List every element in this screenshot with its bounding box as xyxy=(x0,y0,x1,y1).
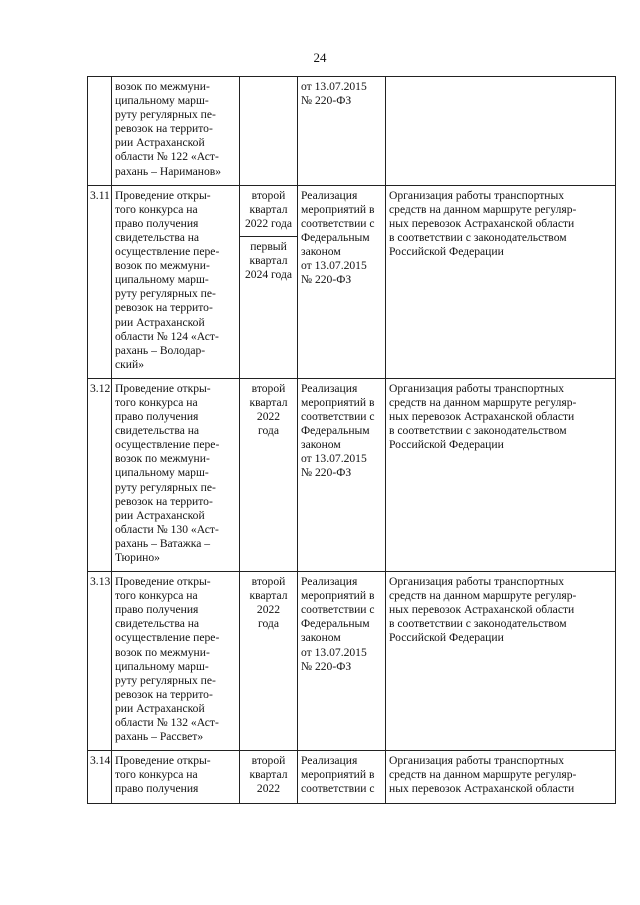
legal-basis: Реализация мероприятий в соответствии с Федеральным законом от 13.07.2015 № 220-ФЗ xyxy=(298,378,386,571)
period-entry: второй квартал 2022 года xyxy=(249,575,288,631)
legal-basis: Реализация мероприятий в соответствии с Федеральным законом от 13.07.2015 № 220-ФЗ xyxy=(298,185,386,378)
activity-name: возок по межмуни- ципальному марш- руту регулярных пе- ревозок на террито- рии Астраханской области № 122 «Аст- рахань – Нариманов» xyxy=(112,77,240,186)
row-number xyxy=(88,77,112,186)
activities-table xyxy=(87,76,616,804)
activity-name: Проведение откры- того конкурса на право получения xyxy=(112,751,240,803)
expected-result: Организация работы транспортных средств на данном маршруте регуляр- ных перевозок Астраханской области в соответствии с законодательством Российской Федерации xyxy=(386,572,616,751)
row-number: 3.13 xyxy=(88,572,112,751)
period-entry: первый квартал 2024 года xyxy=(240,236,297,287)
legal-basis: Реализация мероприятий в соответствии с Федеральным законом от 13.07.2015 № 220-ФЗ xyxy=(298,572,386,751)
expected-result xyxy=(386,77,616,186)
expected-result: Организация работы транспортных средств на данном маршруте регуляр- ных перевозок Астраханской области в соответствии с законодательством Российской Федерации xyxy=(386,185,616,378)
execution-period xyxy=(240,77,298,186)
page-number: 24 xyxy=(313,50,327,65)
period-entry: второй квартал 2022 года xyxy=(249,381,288,438)
period-entry xyxy=(240,77,297,85)
execution-period xyxy=(240,751,298,803)
period-entry: второй квартал 2022 года xyxy=(244,188,293,230)
table-row xyxy=(88,378,616,571)
row-number: 3.12 xyxy=(88,378,112,571)
legal-basis: Реализация мероприятий в соответствии с xyxy=(298,751,386,803)
table-row xyxy=(88,185,616,378)
period-entry: второй квартал 2022 xyxy=(249,754,288,796)
expected-result: Организация работы транспортных средств на данном маршруте регуляр- ных перевозок Астраханской области в соответствии с законодательством Российской Федерации xyxy=(386,378,616,571)
table-row xyxy=(88,572,616,751)
execution-period xyxy=(240,572,298,751)
expected-result: Организация работы транспортных средств на данном маршруте регуляр- ных перевозок Астраханской области xyxy=(386,751,616,803)
execution-period xyxy=(240,378,298,571)
execution-period xyxy=(240,185,298,378)
activity-name: Проведение откры- того конкурса на право получения свидетельства на осуществление пере- возок по межмуни- ципальному марш- руту регулярных пе- ревозок на террито- рии Астраханской области № 124 «Аст- рахань – Володар- ский» xyxy=(112,185,240,378)
row-number: 3.11 xyxy=(88,185,112,378)
table-row xyxy=(88,751,616,803)
table-row xyxy=(88,77,616,186)
legal-basis: от 13.07.2015 № 220-ФЗ xyxy=(298,77,386,186)
row-number: 3.14 xyxy=(88,751,112,803)
activity-name: Проведение откры- того конкурса на право получения свидетельства на осуществление пере- возок по межмуни- ципальному марш- руту регулярных пе- ревозок на террито- рии Астраханской области № 130 «Аст- рахань – Ватажка – Тюрино» xyxy=(112,378,240,571)
activity-name: Проведение откры- того конкурса на право получения свидетельства на осуществление пере- возок по межмуни- ципальному марш- руту регулярных пе- ревозок на террито- рии Астраханской области № 132 «Аст- рахань – Рассвет» xyxy=(112,572,240,751)
